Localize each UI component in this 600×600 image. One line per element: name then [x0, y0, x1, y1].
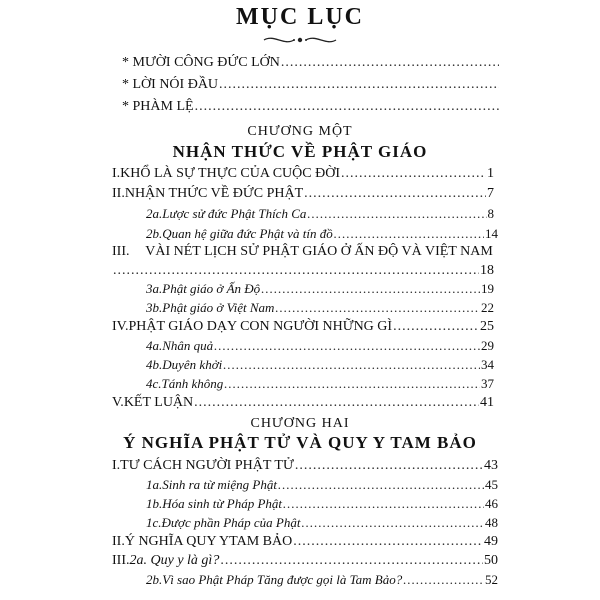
entry-page: 34 — [481, 357, 494, 372]
entry-page: 8 — [487, 206, 494, 221]
entry-page: 43 — [484, 458, 498, 473]
toc-subentry — [146, 280, 494, 297]
entry-number: V. — [112, 395, 124, 410]
entry-number: 1a. — [146, 477, 163, 492]
front-matter-item — [122, 54, 500, 71]
entry-number: II. — [112, 186, 125, 201]
entry-page: 45 — [485, 477, 498, 492]
toc-subentry — [146, 337, 494, 354]
dot-leader — [293, 533, 483, 550]
entry-text: Nhân quả — [162, 338, 214, 353]
toc-subentry — [146, 495, 498, 512]
entry-page: 49 — [484, 534, 498, 549]
entry-text: * PHÀM LỆ — [122, 99, 194, 114]
chapter-two-title: Ý NGHĨA PHẬT TỬ VÀ QUY Y TAM BẢO — [123, 433, 477, 452]
dot-leader — [219, 76, 499, 93]
entry-page: 41 — [480, 395, 494, 410]
entry-text: Duyên khởi — [162, 357, 223, 372]
toc-subentry — [146, 356, 494, 373]
dot-leader — [334, 225, 484, 242]
toc-entry — [112, 533, 498, 550]
entry-number: 2a. — [146, 206, 163, 221]
entry-text: Phật giáo ở Ấn Độ — [162, 281, 261, 296]
entry-text: TƯ CÁCH NGƯỜI PHẬT TỬ — [120, 458, 294, 473]
entry-number: 4c. — [146, 376, 162, 391]
dot-leader — [341, 165, 486, 182]
toc-entry-wrapped — [112, 244, 493, 260]
entry-number: I. — [112, 166, 121, 181]
toc-subentry — [146, 375, 494, 392]
entry-text: VÀI NÉT LỊCH SỬ PHẬT GIÁO Ở ẤN ĐỘ VÀ VIỆT NAM — [145, 244, 493, 259]
entry-page: 50 — [484, 553, 498, 568]
entry-page: 37 — [481, 376, 494, 391]
dot-leader — [261, 280, 480, 297]
toc-entry — [112, 457, 498, 474]
entry-text: 2a. Quy y là gì? — [129, 553, 220, 568]
entry-number: 3a. — [146, 281, 163, 296]
entry-text: Phật giáo ở Việt Nam — [162, 300, 275, 315]
front-matter-item — [122, 76, 500, 93]
entry-text: Vì sao Phật Pháp Tăng được gọi là Tam Bảo? — [162, 572, 403, 587]
entry-page: 18 — [480, 263, 494, 278]
entry-number: III. — [112, 244, 130, 259]
entry-text: Hóa sinh từ Pháp Phật — [162, 496, 283, 511]
toc-subentry — [146, 514, 498, 531]
entry-number: 4b. — [146, 357, 163, 372]
entry-page: 52 — [485, 572, 498, 587]
toc-entry — [112, 552, 498, 569]
entry-page: 25 — [480, 319, 494, 334]
dot-leader — [275, 299, 480, 316]
entry-number: IV. — [112, 319, 129, 334]
entry-text: Quan hệ giữa đức Phật và tín đồ — [162, 226, 333, 241]
toc-subentry — [146, 476, 498, 493]
dot-leader — [393, 318, 479, 335]
toc-subentry — [146, 225, 498, 242]
entry-number: III. — [112, 553, 130, 568]
chapter-one-label: CHƯƠNG MỘT — [247, 124, 353, 139]
entry-text: NHẬN THỨC VỀ ĐỨC PHẬT — [124, 186, 304, 201]
entry-page: 48 — [485, 515, 498, 530]
toc-entry — [112, 165, 494, 182]
entry-text: PHẬT GIÁO DẠY CON NGƯỜI NHỮNG GÌ — [128, 319, 393, 334]
dot-leader — [283, 495, 484, 512]
chapter-one-title: NHẬN THỨC VỀ PHẬT GIÁO — [172, 142, 428, 161]
entry-number: 1b. — [146, 496, 163, 511]
entry-text: Sinh ra từ miệng Phật — [162, 477, 277, 492]
entry-text: * MƯỜI CÔNG ĐỨC LỚN — [122, 55, 280, 70]
dot-leader — [220, 552, 483, 569]
toc-entry — [112, 185, 494, 202]
entry-number: 4a. — [146, 338, 163, 353]
entry-number: 2b. — [146, 226, 163, 241]
entry-number: II. — [112, 534, 125, 549]
dot-leader — [278, 476, 484, 493]
entry-page: 14 — [485, 226, 498, 241]
toc-subentry — [146, 299, 494, 316]
entry-page: 29 — [481, 338, 494, 353]
dot-leader — [403, 571, 484, 588]
toc-entry — [112, 318, 494, 335]
page-title: MỤC LỤC — [236, 4, 364, 30]
entry-number: I. — [112, 458, 121, 473]
toc-subentry — [146, 571, 498, 588]
dot-leader — [113, 262, 479, 279]
entry-page: 19 — [481, 281, 494, 296]
toc-entry — [112, 394, 494, 411]
dot-leader — [195, 98, 499, 115]
dot-leader — [194, 394, 479, 411]
toc-subentry — [146, 205, 494, 222]
dot-leader — [301, 514, 484, 531]
entry-text: Lược sử đức Phật Thích Ca — [162, 206, 307, 221]
dot-leader — [304, 185, 486, 202]
entry-text: * LỜI NÓI ĐẦU — [122, 77, 219, 92]
dot-leader — [214, 337, 480, 354]
dot-leader — [223, 356, 480, 373]
entry-number: 2b. — [146, 572, 163, 587]
entry-text: Ý NGHĨA QUY YTAM BẢO — [124, 534, 293, 549]
entry-text: Tánh không — [161, 376, 224, 391]
entry-page: 22 — [481, 300, 494, 315]
entry-number: 1c. — [146, 515, 162, 530]
dot-leader — [224, 375, 480, 392]
entry-page: 46 — [485, 496, 498, 511]
dot-leader — [281, 54, 499, 71]
entry-page: 1 — [487, 166, 494, 181]
entry-text: KẾT LUẬN — [123, 395, 194, 410]
entry-page: 7 — [487, 186, 494, 201]
toc-entry-continuation — [112, 262, 494, 279]
front-matter-item — [122, 98, 500, 115]
entry-text: Được phần Pháp của Phật — [161, 515, 301, 530]
entry-text: KHỔ LÀ SỰ THỰC CỦA CUỘC ĐỜI — [120, 166, 340, 181]
ornament-icon — [260, 33, 340, 47]
dot-leader — [295, 457, 483, 474]
chapter-two-label: CHƯƠNG HAI — [250, 416, 350, 431]
entry-number: 3b. — [146, 300, 163, 315]
dot-leader — [307, 205, 486, 222]
